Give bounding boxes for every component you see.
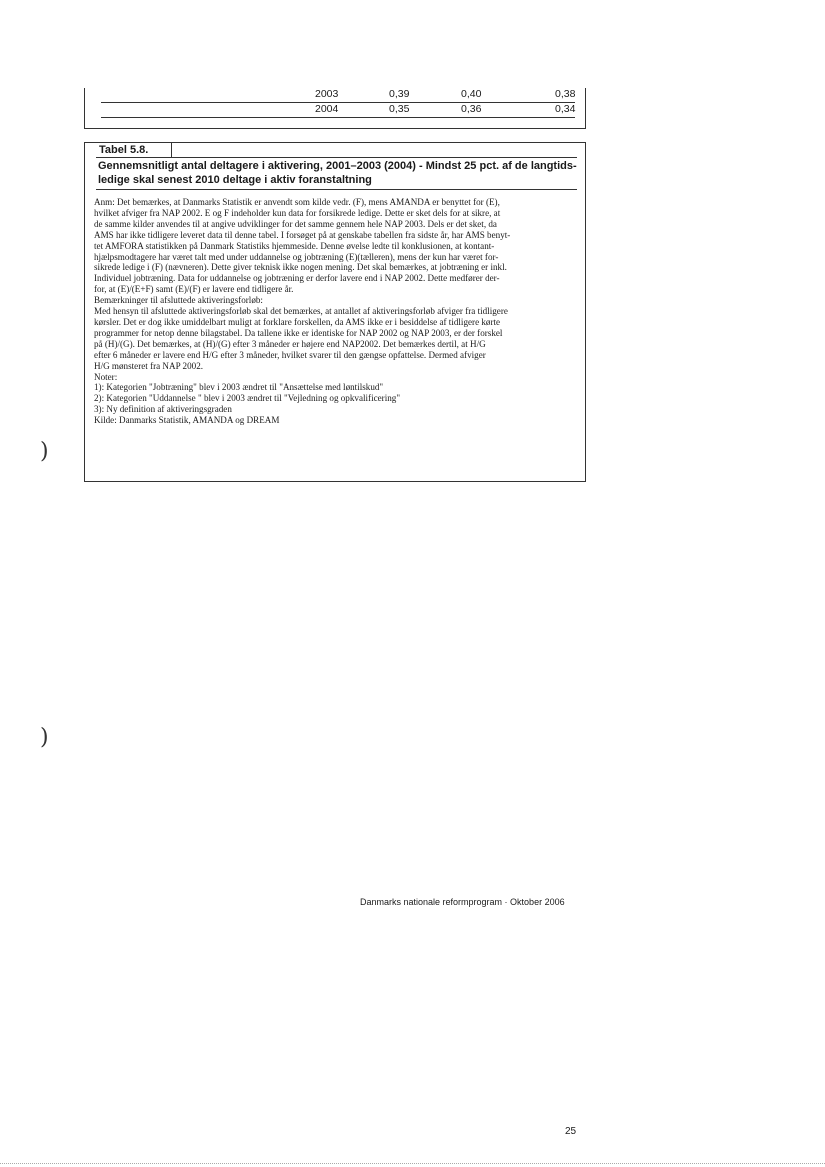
note-line: hjælpsmodtagere har været talt med under uddannelse og jobtræning (E)(tælleren), mens der kun har været for- [94,251,499,262]
table-label: Tabel 5.8. [96,143,172,158]
margin-mark: ) [40,439,49,464]
table-cell-year: 2004 [315,103,339,115]
note-line: efter 6 måneder er lavere end H/G efter 3 måneder, hvilket svarer til den gængse opfattelse. Dermed afviger [94,349,486,360]
bottom-rule [0,1163,825,1164]
note-line: Bemærkninger til afsluttede aktiveringsforløb: [94,295,263,306]
margin-mark: ) [40,725,49,750]
table-heading [96,157,577,190]
note-line: sikrede ledige i (F) (nævneren). Dette giver teknisk ikke nogen mening. Det skal bemærkes, at jobtræning er inkl. [94,262,507,273]
note-line: hvilket afviger fra NAP 2002. E og F indeholder kun data for forsikrede ledige. Dette er sket dels for at sikre, at [94,207,501,218]
table-5-8-box [84,142,586,482]
note-line: Noter: [94,371,118,382]
note-line: Individuel jobtræning. Data for uddannelse og jobtræning er derfor lavere end i NAP 2002. Dette medfører der- [94,273,500,284]
note-line: H/G mønsteret fra NAP 2002. [94,360,204,371]
table-heading-line: Gennemsnitligt antal deltagere i aktivering, 2001–2003 (2004) - Mindst 25 pct. af de langtids- [98,160,577,172]
table-row [101,88,575,103]
note-line: de samme kilder anvendes til at angive udviklinger for det samme gennem hele NAP 2003. Dels er det sket, da [94,218,497,229]
note-line: Anm: Det bemærkes, at Danmarks Statistik er anvendt som kilde vedr. (F), mens AMANDA er benyttet for (E), [94,197,500,207]
note-line: på (H)/(G). Det bemærkes, at (H)/(G) efter 3 måneder er højere end NAP2002. Det bemærkes dertil, at H/G [94,338,486,349]
note-line: 3): Ny definition af aktiveringsgraden [94,404,232,415]
page-number: 25 [565,1126,577,1137]
table-cell: 0,39 [389,88,410,100]
note-line: programmer for netop denne bilagstabel. Da tallene ikke er identiske for NAP 2002 og NAP 2003, er der forskel [94,327,503,338]
note-line: for, at (E)/(E+F) samt (E)/(F) er lavere end tidligere år. [94,284,294,295]
table-cell: 0,34 [555,103,576,115]
note-line: 1): Kategorien "Jobtræning" blev i 2003 ændret til "Ansættelse med løntilskud" [94,382,384,393]
note-line: 2): Kategorien "Uddannelse " blev i 2003 ændret til "Vejledning og opkvalificering" [94,393,401,404]
top-table-fragment [84,88,586,129]
note-line: Kilde: Danmarks Statistik, AMANDA og DREAM [94,415,280,426]
note-line: Med hensyn til afsluttede aktiveringsforløb skal det bemærkes, at antallet af aktiveringsforløb afviger fra tidligere [94,306,508,317]
table-notes-body [94,197,577,426]
note-line: AMS har ikke tidligere leveret data til denne tabel. I forsøget på at genskabe tabellen fra sidste år, har AMS benyt- [94,229,511,240]
page-footer: Danmarks nationale reformprogram · Oktober 2006 [360,897,565,907]
table-cell: 0,40 [461,88,482,100]
table-row [101,103,575,118]
table-cell-year: 2003 [315,88,339,100]
table-heading-line: ledige skal senest 2010 deltage i aktiv foranstaltning [98,174,372,186]
note-line: kørsler. Det er dog ikke umiddelbart muligt at forklare forskellen, da AMS ikke er i besiddelse af tidligere kørte [94,316,501,327]
table-cell: 0,35 [389,103,410,115]
note-line: tet AMFORA statistikken på Danmark Statistiks hjemmeside. Denne øvelse ledte til konklusionen, at kontant- [94,240,495,251]
table-cell: 0,36 [461,103,482,115]
table-cell: 0,38 [555,88,576,100]
